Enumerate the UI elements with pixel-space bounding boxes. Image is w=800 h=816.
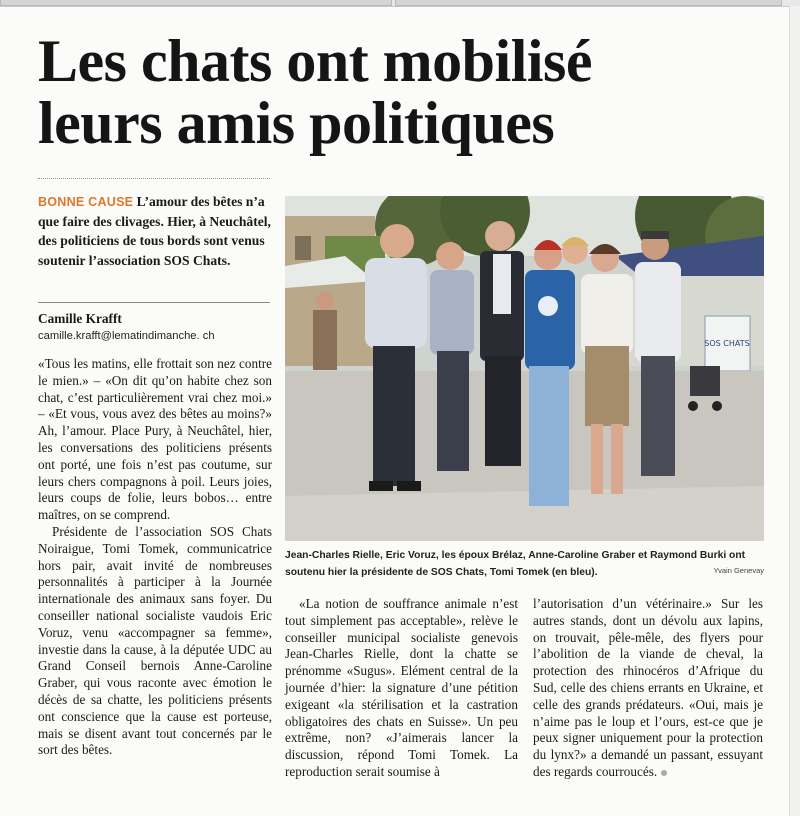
author-email[interactable]: camille.krafft@lematindimanche. ch xyxy=(38,330,215,342)
article-lead xyxy=(38,192,272,270)
divider xyxy=(38,302,270,303)
sign-text: SOS CHATS xyxy=(704,339,750,348)
page-edge xyxy=(789,6,800,816)
paragraph: «Tous les matins, elle frottait son nez contre le mien.» – «On dit qu’on habite chez son chat, c’est particulièrement vrai chez moi.» – «Et vous, vous avez des bêtes au moins?» Ah, l’amour. Place Pury, à Neuchâtel, hier, les conversations des politiciens présents ont porté, une fois n’est pas coutume, sur leurs chers compagnons à poil. Leurs joies, leurs coups de folie, leurs bobos… entre maîtres, on se comprend. xyxy=(38,356,272,523)
paragraph-text: l’autorisation d’un vétérinaire.» Sur les autres stands, dont un dévolu aux lapins, on trouvait, pêle-mêle, des flyers pour l’abolition de la viande de cheval, la protection des rhinocéros d’Afrique du Sud, celle des chiens errants en Ukraine, et celle des grands prédateurs. «Oui, mais je n’aime pas le loup et l’ours, est-ce que je peux signer uniquement pour la protection du lynx?» a demandé un passant, essuyant des regards courroucés. xyxy=(533,596,763,779)
window-tab[interactable] xyxy=(395,0,782,6)
end-mark-icon xyxy=(661,770,667,776)
headline-line: Les chats ont mobilisé xyxy=(38,28,593,94)
article-column-3 xyxy=(533,596,763,781)
window-tab[interactable] xyxy=(0,0,392,6)
lead-kicker: BONNE CAUSE xyxy=(38,195,134,209)
photo-credit: Yvain Genevay xyxy=(713,566,764,575)
article-column-2 xyxy=(285,596,518,781)
author-name: Camille Krafft xyxy=(38,311,122,326)
paragraph xyxy=(533,596,763,781)
article-column-1 xyxy=(38,356,272,759)
headline-line: leurs amis politiques xyxy=(38,90,555,156)
divider xyxy=(38,178,270,179)
lead-text: L’amour des bêtes n’a que faire des clivages. Hier, à Neuchâtel, des politiciens de tous bords sont venus soutenir l’association SOS Chats. xyxy=(38,194,271,268)
article-photo xyxy=(285,196,764,541)
photo-caption: Jean-Charles Rielle, Eric Voruz, les époux Brélaz, Anne-Caroline Graber et Raymond Burki ont soutenu hier la présidente de SOS Chats, Tomi Tomek (en bleu). xyxy=(285,550,746,578)
window-top-bar xyxy=(0,0,800,7)
photo-illustration xyxy=(285,196,764,541)
paragraph: «La notion de souffrance animale n’est tout simplement pas acceptable», relève le conseiller municipal socialiste genevois Jean-Charles Rielle, dont la chatte se prénomme «Sugus». Elément central de la journée d’hier: la signature d’une pétition exigeant «la stérilisation et la castration obligatoires des chats en Suisse». Un peu extrême, non? «J’aimerais lancer la discussion, répond Tomi Tomek. La reproduction serait soumise à xyxy=(285,596,518,779)
paragraph: Présidente de l’association SOS Chats Noiraigue, Tomi Tomek, communicatrice hors pair, avait invité de nombreuses personnalités à participer à la Journée internationale des animaux sans foyer. Du conseiller national socialiste vaudois Eric Voruz, venu «accompagner sa femme», investie dans la cause, à la députée UDC au Grand Conseil bernois Anne-Caroline Graber, qui vous raconte avec émotion le décès de sa chatte, les politiciens présents ont conscience que la cause est porteuse, mais se disent avant tout concernés par le sort des bêtes. xyxy=(38,523,272,758)
article-headline xyxy=(38,30,778,154)
